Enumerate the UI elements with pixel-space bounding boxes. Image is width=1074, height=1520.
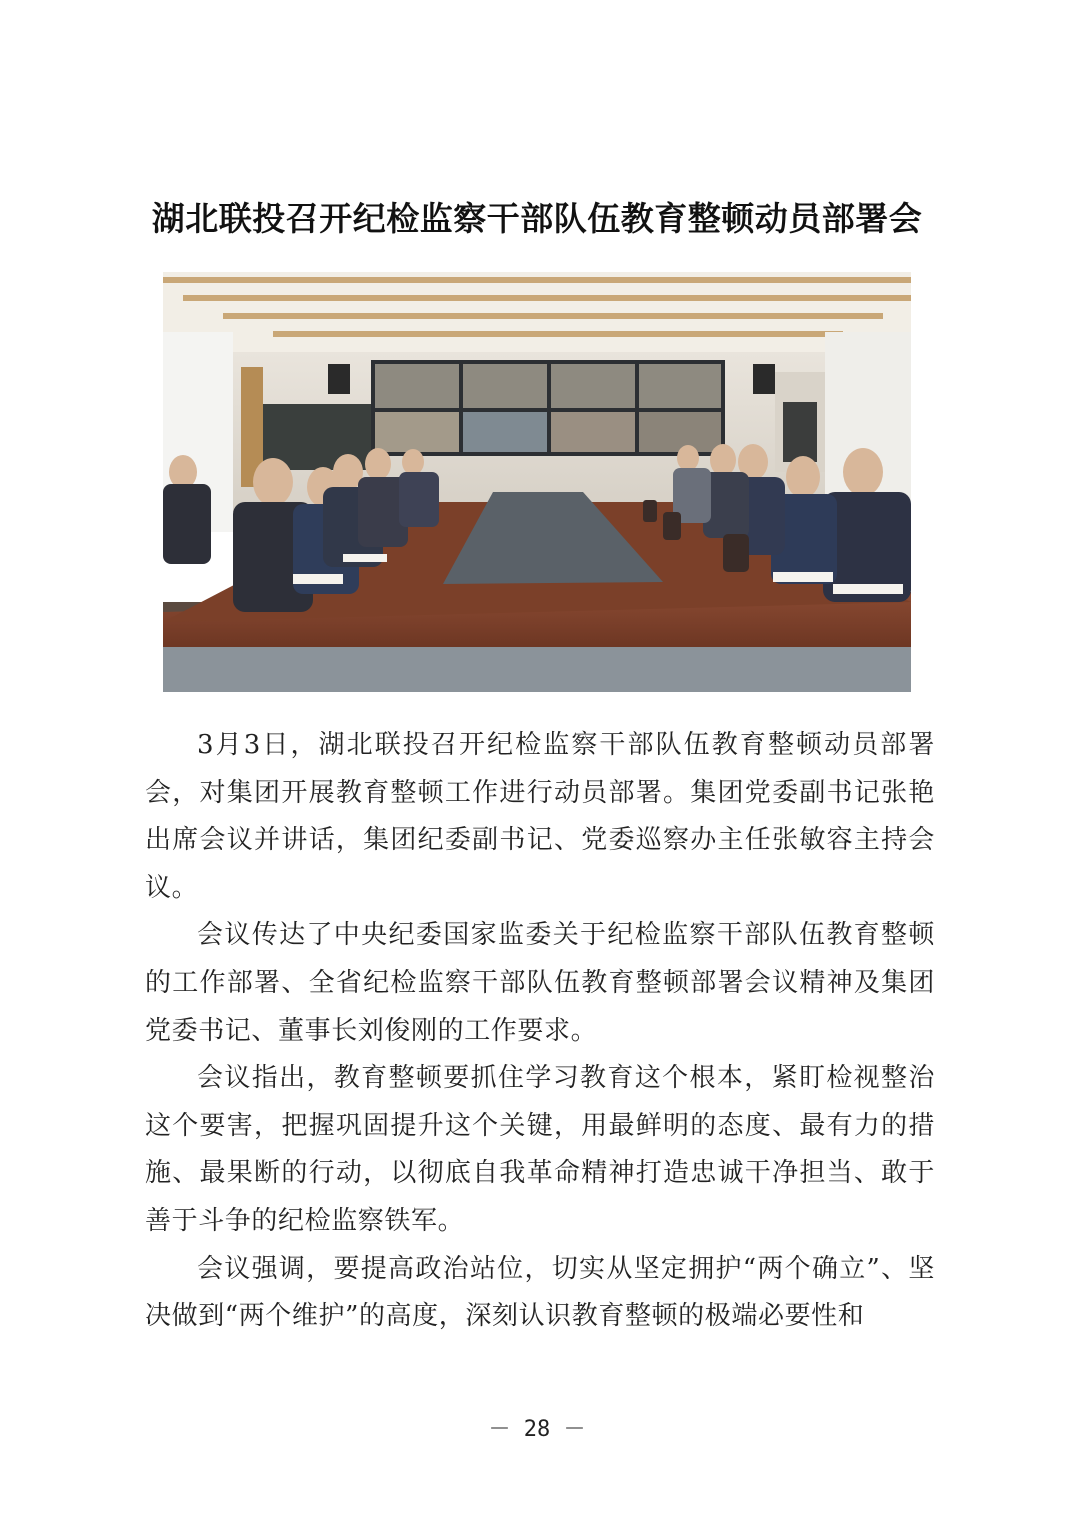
paragraph: 会议传达了中央纪委国家监委关于纪检监察干部队伍教育整顿的工作部署、全省纪检监察干部队伍教育整顿部署会议精神及集团党委书记、董事长刘俊刚的工作要求。 [145, 920, 935, 1046]
article-body [145, 722, 935, 1341]
paragraph: 3月3日，湖北联投召开纪检监察干部队伍教育整顿动员部署会，对集团开展教育整顿工作进行动员部署。集团党委副书记张艳出席会议并讲话，集团纪委副书记、党委巡察办主任张敏容主持会议。 [145, 730, 935, 903]
paragraph: 会议强调，要提高政治站位，切实从坚定拥护“两个确立”、坚决做到“两个维护”的高度，深刻认识教育整顿的极端必要性和 [145, 1253, 935, 1332]
article-title: 湖北联投召开纪检监察干部队伍教育整顿动员部署会 [151, 199, 923, 238]
page-number: － 28 － [488, 1417, 586, 1442]
paragraph: 会议指出，教育整顿要抓住学习教育这个根本，紧盯检视整治这个要害，把握巩固提升这个关键，用最鲜明的态度、最有力的措施、最果断的行动，以彻底自我革命精神打造忠诚干净担当、敢于善于斗争的纪检监察铁军。 [145, 1063, 935, 1236]
meeting-photo [163, 272, 911, 692]
